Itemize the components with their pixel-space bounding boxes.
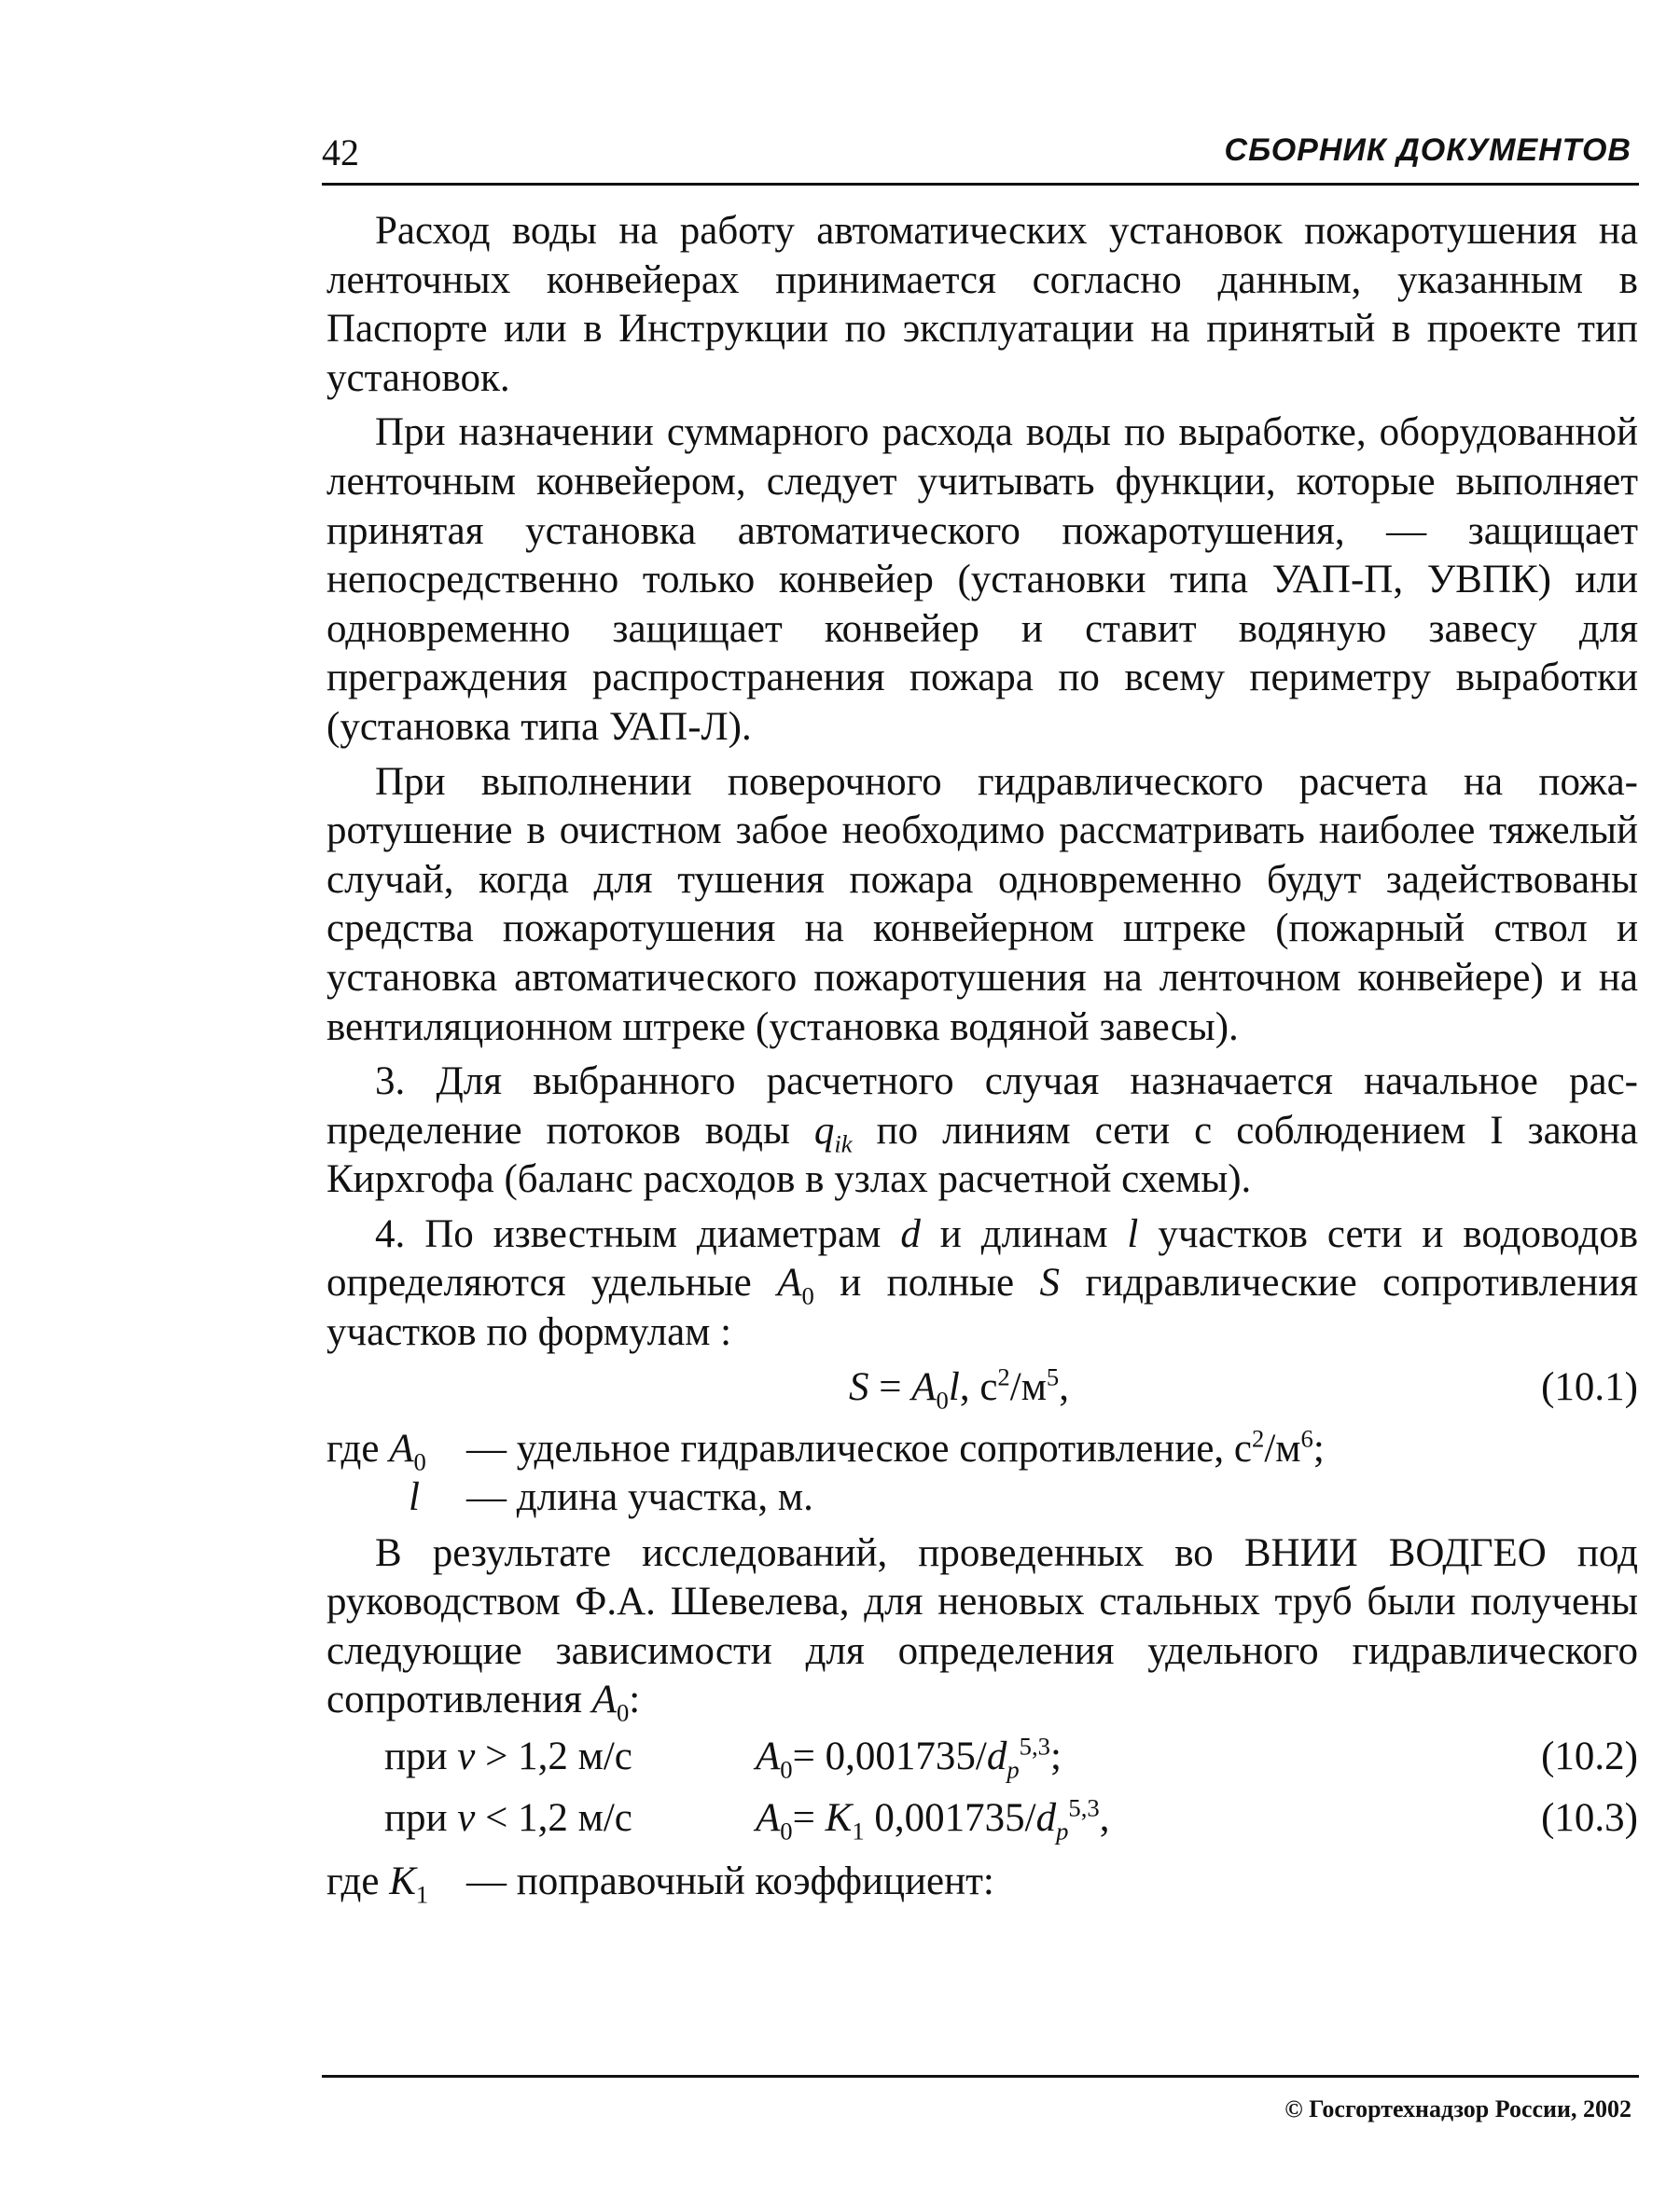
equation-number: (10.2) bbox=[1541, 1735, 1638, 1779]
paragraph-item-3: 3. Для выбранного расчетного случая назначается начальное распределение потоков воды $q_{ik}$ по линиям сети с соблюдением I закона Кирхгофа (баланс расходов в узлах расчетной схемы). bbox=[326, 1059, 1638, 1202]
running-title: СБОРНИК ДОКУМЕНТОВ bbox=[1224, 132, 1631, 168]
header-rule bbox=[322, 183, 1639, 186]
formula-condition: при v < 1,2 м/с bbox=[384, 1796, 632, 1841]
definition-row bbox=[326, 1858, 1638, 1909]
formula-condition: при v > 1,2 м/с bbox=[384, 1735, 632, 1779]
formula-expression: $A_0= K_1$ $0,001735/d_p^{5,3}$, bbox=[756, 1793, 1110, 1846]
paragraph-item-4: 4. По известным диаметрам d и длинам l участков сети и водоводов определяются удельные $A_0$ и полные S гидравлические сопротивления участков по формулам : bbox=[326, 1211, 1639, 1355]
definition-symbol: l bbox=[409, 1474, 420, 1519]
paragraph-total-flow: При назначении суммарного расхода воды по выработке, оборудованной ленточным конвейером, следует учитывать функции, которые выполняет принятая установка автоматического пожаротушения, — защищает непосредственно только конвейер (установки типа УАП-П, УВПК) или одновременно защищает конвейер и ставит водяную завесу для преграждения распространения пожара по всему периметру выработки (установка типа УАП-Л). bbox=[326, 410, 1638, 749]
page-body bbox=[326, 207, 1639, 1909]
formula-10-2 bbox=[326, 1733, 1638, 1787]
formula-10-1 bbox=[326, 1363, 1638, 1419]
page-number: 42 bbox=[322, 131, 359, 173]
formula-expression: $S = A_0l$, $с^2/м^5$, bbox=[849, 1362, 1069, 1415]
definition-text: — длина участка, м. bbox=[466, 1474, 813, 1519]
footer-rule bbox=[322, 2075, 1639, 2078]
formula-10-3 bbox=[326, 1794, 1638, 1848]
paragraph-verification: При выполнении поверочного гидравлического расчета на пожаротушение в очистном забое необходимо рассматривать наиболее тяжелый случай, когда для тушения пожара одновременно будут задействованы средства пожаротушения на конвейерном штреке (пожарный ствол и установка автоматического пожаротушения на ленточном конвейере) и на вентиляционном штреке (установка водяной завесы). bbox=[326, 759, 1638, 1049]
equation-number: (10.3) bbox=[1541, 1796, 1638, 1841]
definition-row bbox=[326, 1424, 1638, 1476]
definition-symbol: где $A_0$ bbox=[326, 1426, 426, 1476]
equation-number: (10.1) bbox=[1541, 1364, 1638, 1409]
definition-symbol: где $K_1$ bbox=[326, 1859, 429, 1909]
formula-expression: $A_0= 0,001735/d_p^{5,3}$; bbox=[756, 1732, 1062, 1784]
copyright-notice: © Госгортехнадзор России, 2002 bbox=[1284, 2095, 1631, 2122]
paragraph-research: В результате исследований, проведенных во ВНИИ ВОДГЕО под руководством Ф.А. Шевелева, для неновых стальных труб были получены следующие зависимости для определения удельного гидравлического сопротивления $A_0$: bbox=[326, 1530, 1638, 1728]
page-footer bbox=[322, 2075, 1639, 2140]
paragraph-water-flow: Расход воды на работу автоматических установок пожаротушения на ленточных конвейерах принимается согласно данным, указанным в Паспорте или в Инструкции по эксплуатации на принятый в проекте тип установок. bbox=[326, 209, 1638, 400]
definition-text: — удельное гидравлическое сопротивление, $с^2/м^6$; bbox=[466, 1424, 1325, 1471]
page-header bbox=[322, 131, 1639, 188]
definition-text: — поправочный коэффициент: bbox=[466, 1859, 994, 1904]
definition-row bbox=[326, 1473, 1638, 1522]
